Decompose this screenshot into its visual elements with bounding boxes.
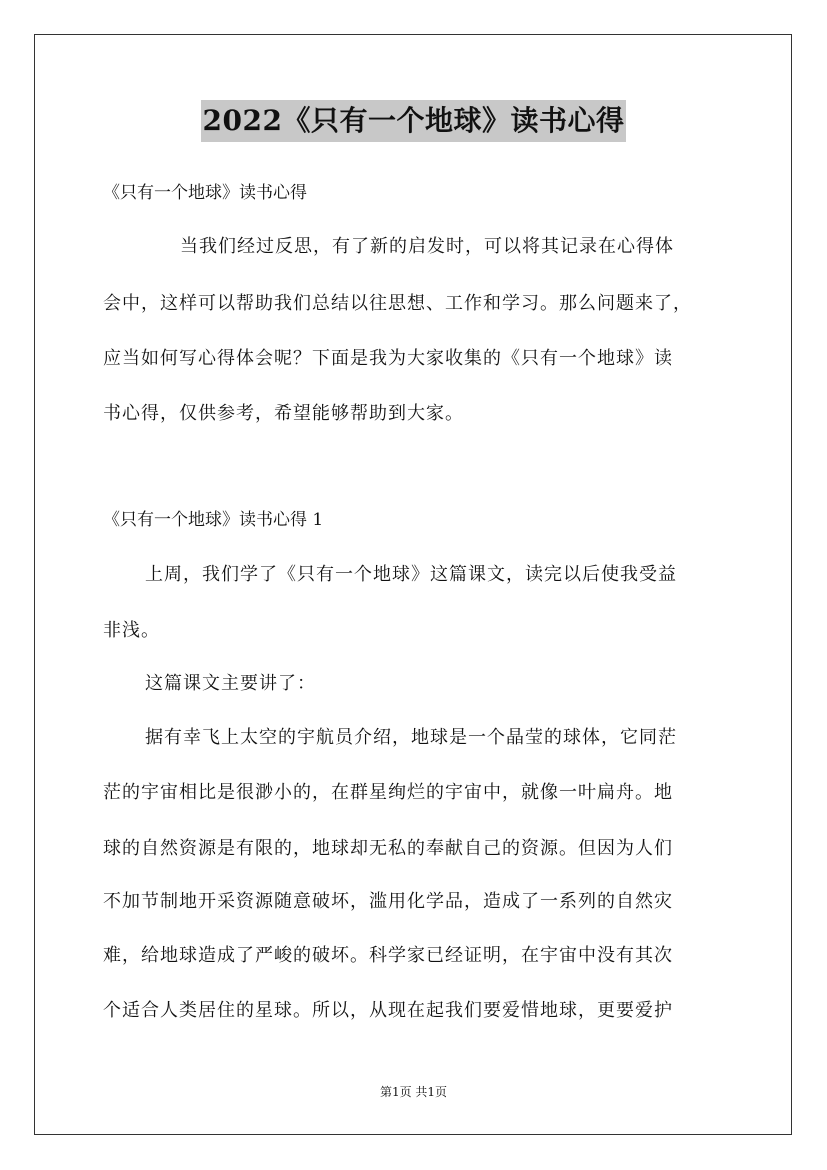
paragraph-line: 这篇课文主要讲了：: [145, 673, 316, 694]
paragraph-line: 非浅。: [103, 620, 160, 641]
paragraph-line: 据有幸飞上太空的宇航员介绍，地球是一个晶莹的球体，它同茫: [145, 727, 677, 748]
intro-heading: 《只有一个地球》读书心得: [103, 183, 307, 203]
paragraph-line: 难，给地球造成了严峻的破坏。科学家已经证明，在宇宙中没有其次: [103, 945, 673, 966]
paragraph-line: 个适合人类居住的星球。所以，从现在起我们要爱惜地球，更要爱护: [103, 1000, 673, 1021]
document-title: 2022《只有一个地球》读书心得: [201, 100, 627, 142]
section-heading: 《只有一个地球》读书心得 1: [103, 510, 324, 530]
paragraph-line: 茫的宇宙相比是很渺小的，在群星绚烂的宇宙中，就像一叶扁舟。地: [103, 782, 673, 803]
intro-line: 当我们经过反思，有了新的启发时，可以将其记录在心得体: [180, 236, 674, 257]
intro-line: 应当如何写心得体会呢？下面是我为大家收集的《只有一个地球》读: [103, 348, 673, 369]
intro-line: 会中，这样可以帮助我们总结以往思想、工作和学习。那么问题来了，: [103, 293, 692, 314]
page-footer: 第1页 共1页: [379, 1085, 448, 1099]
intro-line: 书心得，仅供参考，希望能够帮助到大家。: [103, 403, 464, 424]
title-block: [0, 100, 827, 142]
paragraph-line: 不加节制地开采资源随意破坏，滥用化学品，造成了一系列的自然灾: [103, 891, 673, 912]
paragraph-line: 球的自然资源是有限的，地球却无私的奉献自己的资源。但因为人们: [103, 838, 673, 859]
paragraph-line: 上周，我们学了《只有一个地球》这篇课文，读完以后使我受益: [145, 564, 677, 585]
